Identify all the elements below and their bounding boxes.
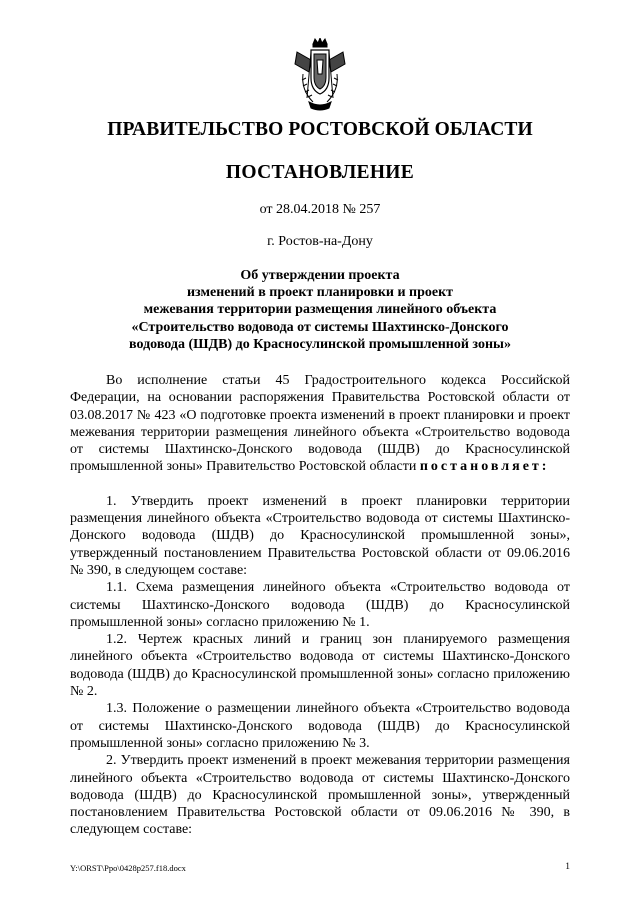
item-paragraph: 1. Утвердить проект изменений в проект планировки территории размещения линейного объекта «Строительство водовода от системы Шахтинско-Донского водовода (ШДВ) до Красносулинской промышленной зоны», утвержденный постановлением Правительства Ростовской области от 09.06.2016 № 390, в следующем составе: (70, 493, 570, 578)
document-type: ПОСТАНОВЛЕНИЕ (225, 162, 415, 183)
page-number: 1 (565, 862, 570, 872)
document-place: г. Ростов-на-Дону (267, 234, 373, 249)
footer-file-path: Y:\ORST\Ppo\0428p257.f18.docx (70, 863, 186, 873)
paragraph-gap (70, 476, 570, 493)
document-subject (80, 267, 560, 353)
preamble-paragraph (70, 372, 570, 476)
item-paragraph: 2. Утвердить проект изменений в проект межевания территории размещения линейного объекта «Строительство водовода от системы Шахтинско-Донского водовода (ШДВ) до Красносулинской промышленной зоны», утвержденный постановлением Правительства Ростовской области от 09.06.2016 № 390, в следующем составе: (70, 753, 570, 838)
preamble-text: Во исполнение статьи 45 Градостроительного кодекса Российской Федерации, на основании распоряжения Правительства Ростовской области от 03.08.2017 № 423 «О подготовке проекта изменений в проект планировки и проект межевания территории размещения линейного объекта «Строительство водовода от системы Шахтинско-Донского водовода (ШДВ) до Красносулинской промышленной зоны» Правительство Ростовской области (70, 373, 570, 475)
subject-line: межевания территории размещения линейного объекта (143, 302, 497, 318)
subject-line: Об утверждении проекта (240, 268, 400, 283)
document-body (70, 372, 570, 839)
government-title: ПРАВИТЕЛЬСТВО РОСТОВСКОЙ ОБЛАСТИ (107, 119, 533, 140)
coat-of-arms-icon (291, 38, 349, 112)
document-date-number: от 28.04.2018 № 257 (259, 202, 381, 217)
decree-word: постановляет: (419, 459, 550, 475)
item-paragraph: 1.2. Чертеж красных линий и границ зон планируемого размещения линейного объекта «Строительство водовода от системы Шахтинско-Донского водовода (ШДВ) до Красносулинской промышленной зоны» согласно приложению № 2. (70, 632, 570, 700)
subject-line: «Строительство водовода от системы Шахтинско-Донского (131, 319, 509, 335)
item-paragraph: 1.3. Положение о размещении линейного объекта «Строительство водовода от системы Шахтинско-Донского водовода (ШДВ) до Красносулинской промышленной зоны» согласно приложению № 3. (70, 701, 570, 751)
item-paragraph: 1.1. Схема размещения линейного объекта «Строительство водовода от системы Шахтинско-Донского водовода (ШДВ) до Красносулинской промышленной зоны» согласно приложению № 1. (70, 580, 570, 630)
subject-line: изменений в проект планировки и проект (186, 285, 454, 301)
subject-line: водовода (ШДВ) до Красносулинской промышленной зоны» (129, 336, 511, 352)
